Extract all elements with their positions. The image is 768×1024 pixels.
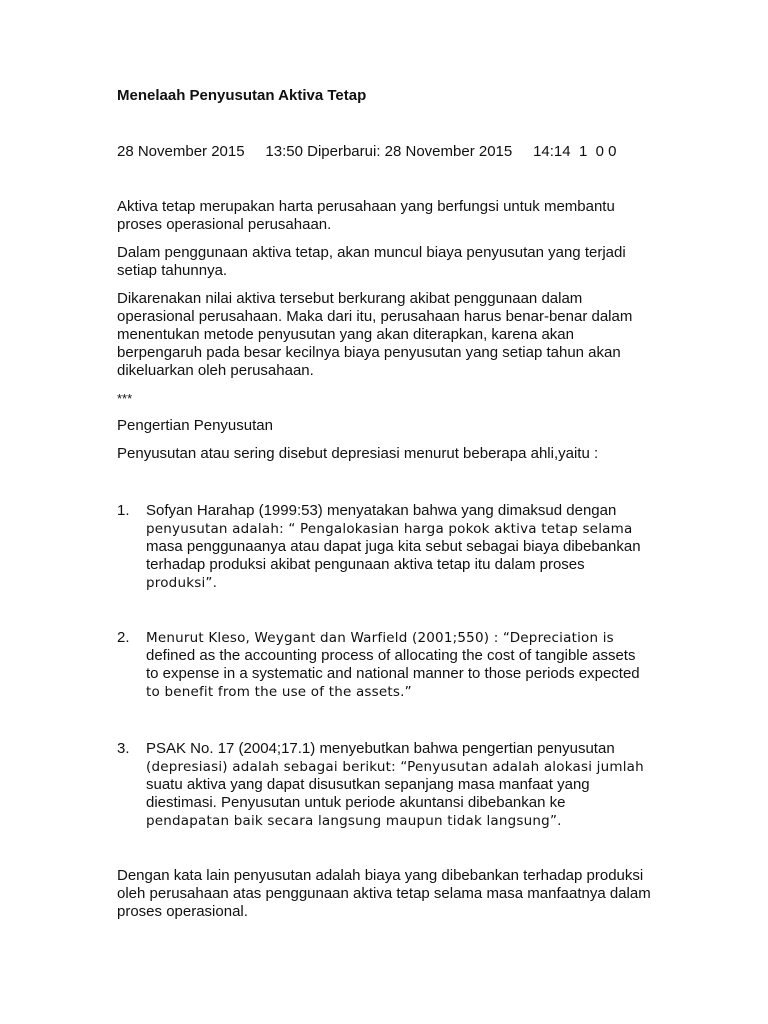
list-line: suatu aktiva yang dapat disusutkan sepanjang masa manfaat yang [146, 776, 590, 793]
list-number: 1. [117, 502, 130, 519]
list-line: penyusutan adalah: “ Pengalokasian harga pokok aktiva tetap selama [146, 521, 633, 537]
list-line: pendapatan baik secara langsung maupun tidak langsung”. [146, 813, 562, 829]
list-item-text [146, 740, 666, 830]
section-heading: Pengertian Penyusutan [117, 417, 273, 434]
list-line: to expense in a systematic and national manner to those periods expected [146, 665, 640, 682]
paragraph-intro-3: Dikarenakan nilai aktiva tersebut berkurang akibat penggunaan dalam operasional perusahaan. Maka dari itu, perusahaan harus benar-benar dalam menentukan metode penyusutan yang akan diterapkan, karena akan berpengaruh pada besar kecilnya biaya penyusutan yang setiap tahun akan dikeluarkan oleh perusahaan. [117, 290, 633, 379]
list-line: produksi”. [146, 575, 218, 591]
definitions-intro: Penyusutan atau sering disebut depresiasi menurut beberapa ahli,yaitu : [117, 445, 599, 462]
list-number: 2. [117, 629, 130, 646]
list-item-text [146, 502, 666, 592]
list-line: (depresiasi) adalah sebagai berikut: “Penyusutan adalah alokasi jumlah [146, 759, 644, 775]
list-item-text [146, 629, 666, 701]
list-line: diestimasi. Penyusutan untuk periode akuntansi dibebankan ke [146, 794, 566, 811]
list-line: PSAK No. 17 (2004;17.1) menyebutkan bahwa pengertian penyusutan [146, 740, 615, 757]
list-line: terhadap produksi akibat pengunaan aktiva tetap itu dalam proses [146, 556, 585, 573]
list-line: defined as the accounting process of allocating the cost of tangible assets [146, 647, 636, 664]
document-title: Menelaah Penyusutan Aktiva Tetap [117, 87, 367, 104]
separator: *** [117, 391, 133, 406]
list-line: Sofyan Harahap (1999:53) menyatakan bahwa yang dimaksud dengan [146, 502, 617, 519]
document-meta: 28 November 2015 13:50 Diperbarui: 28 November 2015 14:14 1 0 0 [117, 143, 617, 160]
list-line: masa penggunaanya atau dapat juga kita sebut sebagai biaya dibebankan [146, 538, 641, 555]
list-line: to benefit from the use of the assets.” [146, 684, 412, 700]
paragraph-intro-2: Dalam penggunaan aktiva tetap, akan muncul biaya penyusutan yang terjadi setiap tahunnya. [117, 244, 626, 279]
paragraph-intro-1: Aktiva tetap merupakan harta perusahaan yang berfungsi untuk membantu proses operasional perusahaan. [117, 198, 615, 233]
list-number: 3. [117, 740, 130, 757]
list-line: Menurut Kleso, Weygant dan Warfield (2001;550) : “Depreciation is [146, 630, 614, 646]
closing-paragraph: Dengan kata lain penyusutan adalah biaya yang dibebankan terhadap produksi oleh perusahaan atas penggunaan aktiva tetap selama masa manfaatnya dalam proses operasional. [117, 867, 651, 920]
